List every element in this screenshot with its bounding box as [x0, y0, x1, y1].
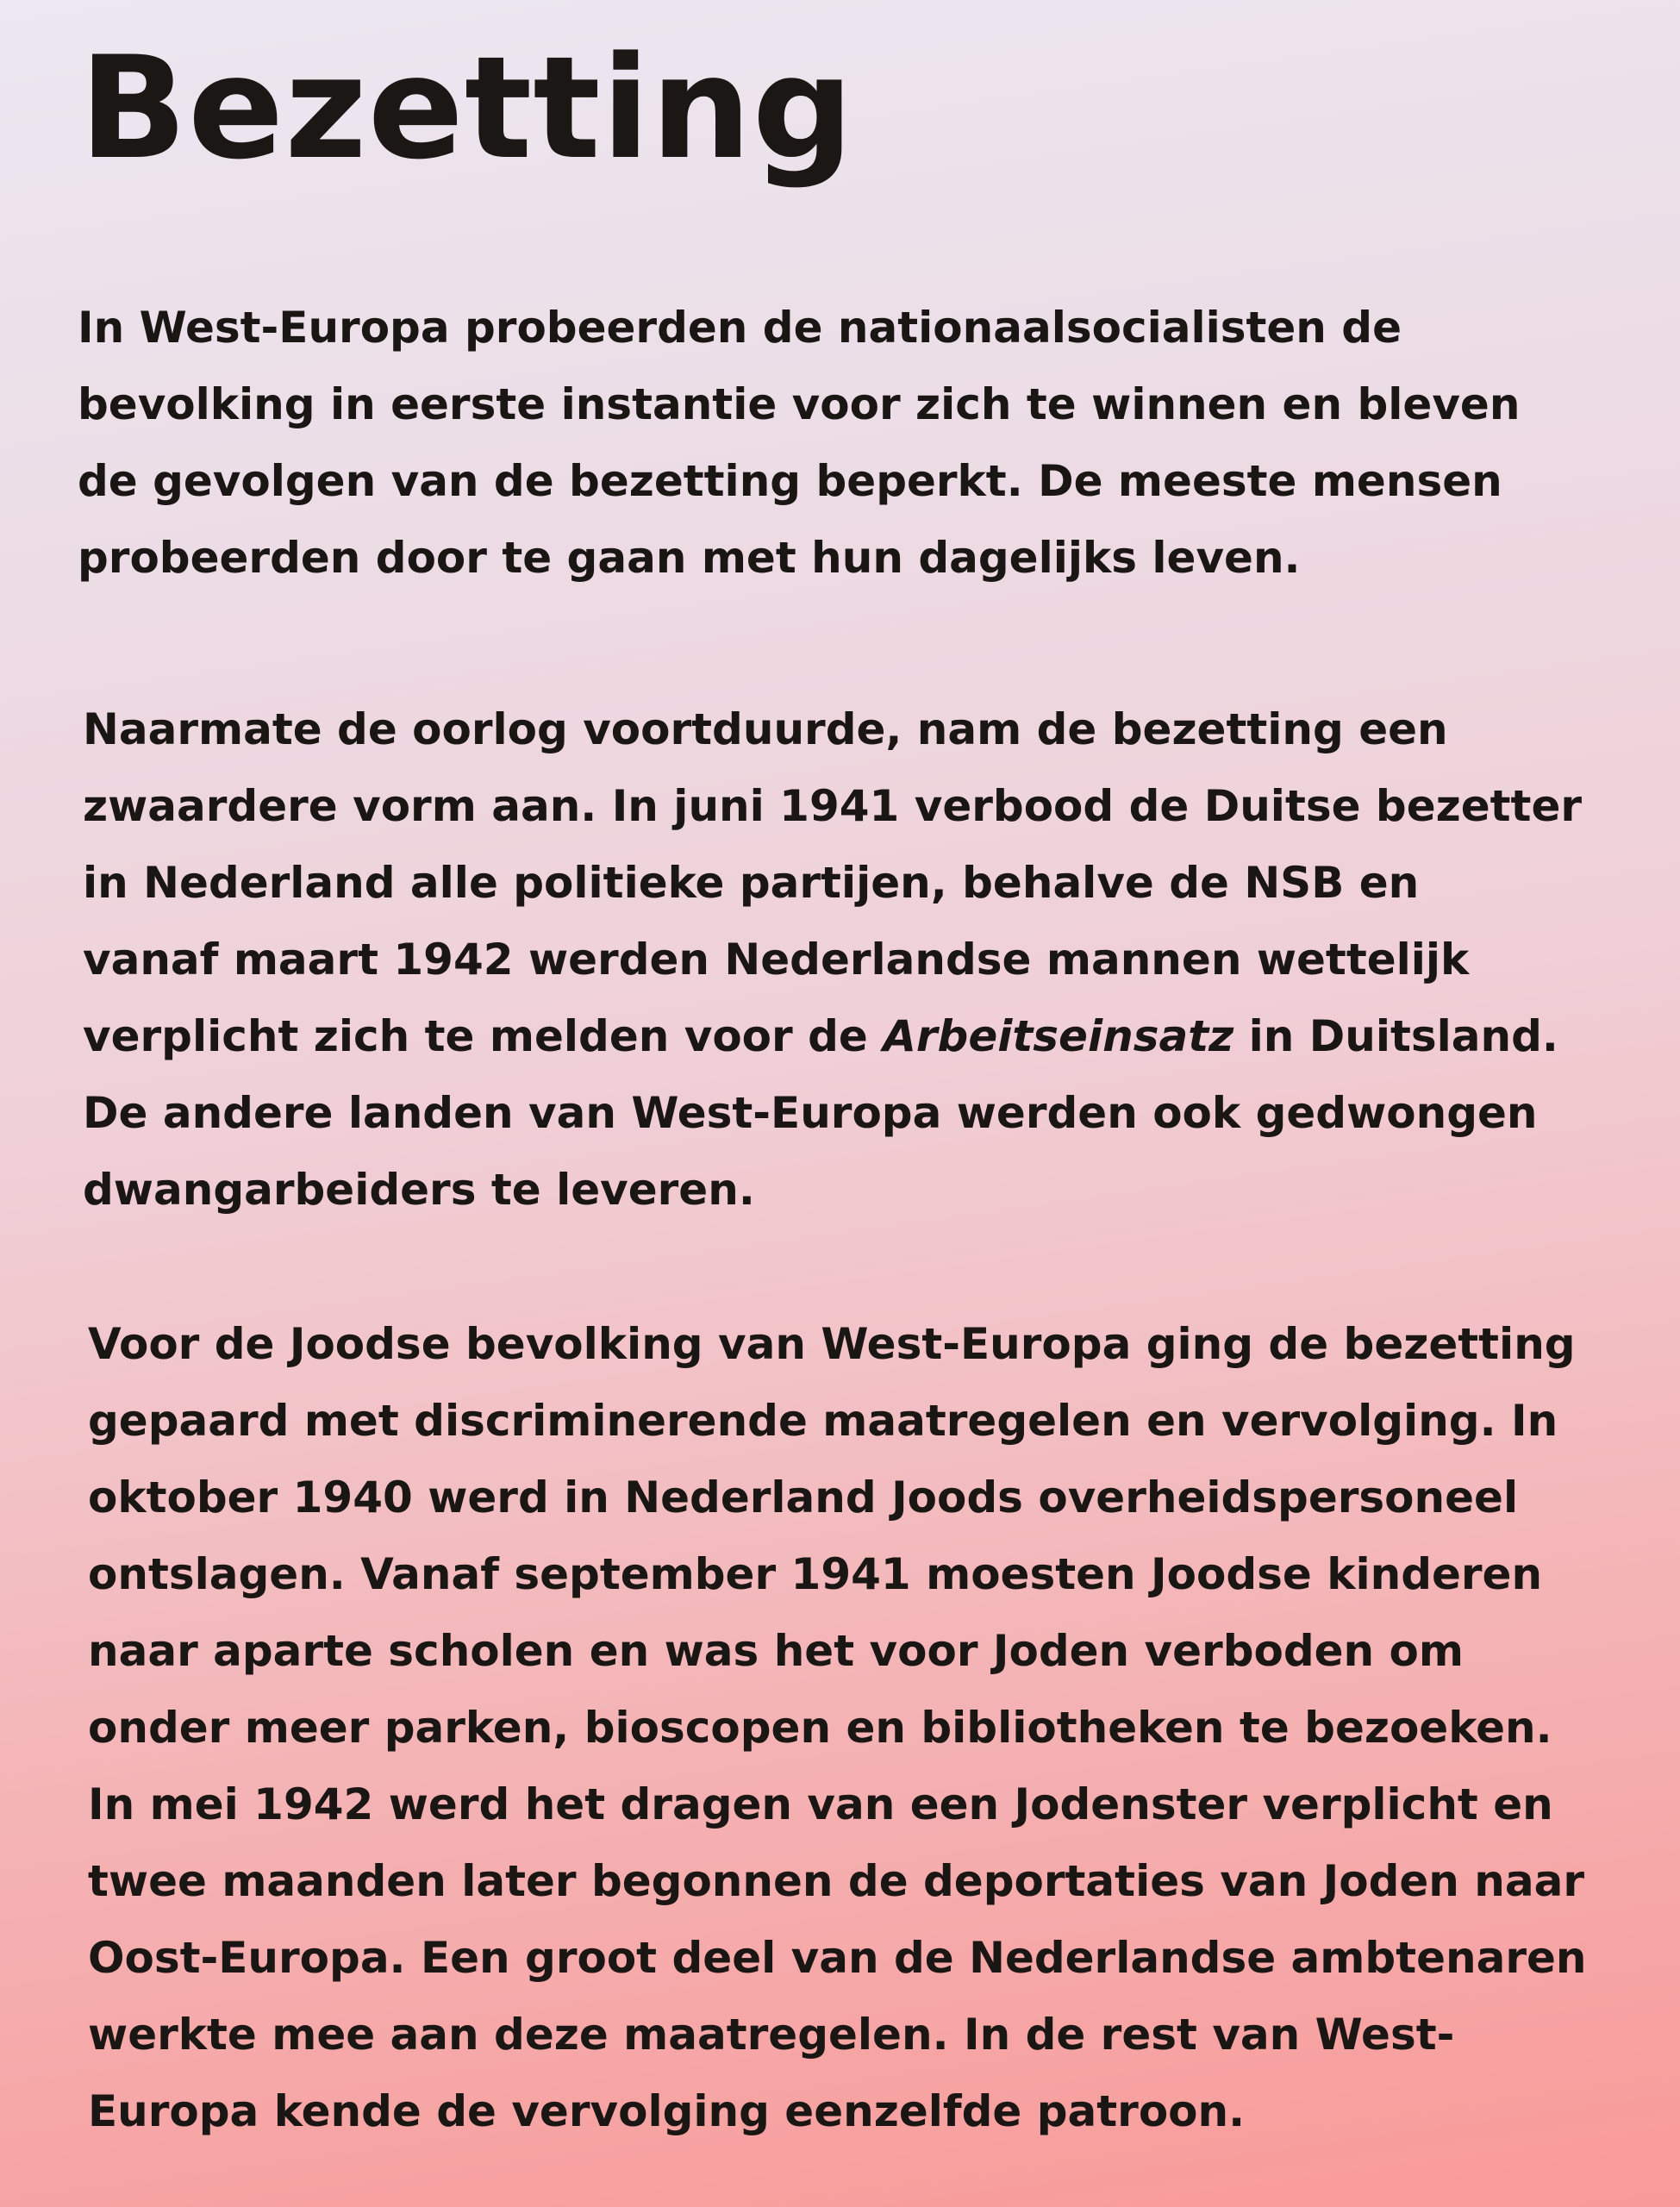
sign-title: Bezetting	[79, 26, 855, 191]
paragraph-occupation-intensified	[83, 691, 1582, 1229]
paragraph-jewish-persecution	[88, 1306, 1587, 2150]
paragraph-2-line: vanaf maart 1942 werden Nederlandse mannen wettelijk	[83, 935, 1470, 985]
paragraph-3-line: gepaard met discriminerende maatregelen en vervolging. In	[88, 1396, 1558, 1446]
paragraph-1-line: de gevolgen van de bezetting beperkt. De meeste mensen	[78, 456, 1502, 506]
line-5-end: in Duitsland.	[1233, 1011, 1558, 1061]
paragraph-2-line-with-italic	[83, 998, 1582, 1075]
paragraph-3-line: Oost-Europa. Een groot deel van de Nederlandse ambtenaren	[88, 1933, 1587, 1983]
paragraph-3-line: onder meer parken, bioscopen en bibliotheken te bezoeken.	[88, 1703, 1552, 1753]
paragraph-1-line: In West-Europa probeerden de nationaalsocialisten de	[78, 303, 1402, 353]
paragraph-2-line: Naarmate de oorlog voortduurde, nam de bezetting een	[83, 704, 1448, 754]
line-5-start: verplicht zich te melden voor de	[83, 1011, 884, 1061]
paragraph-2-line: zwaardere vorm aan. In juni 1941 verbood de Duitse bezetter	[83, 781, 1583, 831]
paragraph-3-line: Voor de Joodse bevolking van West-Europa ging de bezetting	[88, 1319, 1576, 1369]
arbeitseinsatz-term: Arbeitseinsatz	[883, 1011, 1234, 1061]
paragraph-3-line: Europa kende de vervolging eenzelfde patroon.	[88, 2086, 1246, 2136]
paragraph-3-line: oktober 1940 werd in Nederland Joods overheidspersoneel	[88, 1472, 1519, 1522]
paragraph-1-line: probeerden door te gaan met hun dagelijks leven.	[78, 533, 1301, 583]
paragraph-3-line: In mei 1942 werd het dragen van een Jodenster verplicht en	[88, 1779, 1553, 1829]
paragraph-west-europe	[78, 290, 1520, 597]
paragraph-3-line: twee maanden later begonnen de deportaties van Joden naar	[88, 1856, 1585, 1906]
paragraph-2-line: dwangarbeiders te leveren.	[83, 1165, 755, 1215]
paragraph-1-line: bevolking in eerste instantie voor zich te winnen en bleven	[78, 379, 1521, 429]
paragraph-3-line: naar aparte scholen en was het voor Joden verboden om	[88, 1626, 1464, 1676]
paragraph-3-line: ontslagen. Vanaf september 1941 moesten Joodse kinderen	[88, 1549, 1543, 1599]
paragraph-3-line: werkte mee aan deze maatregelen. In de rest van West-	[88, 2010, 1455, 2060]
paragraph-2-line: in Nederland alle politieke partijen, behalve de NSB en	[83, 858, 1420, 908]
paragraph-2-line: De andere landen van West-Europa werden ook gedwongen	[83, 1088, 1538, 1138]
